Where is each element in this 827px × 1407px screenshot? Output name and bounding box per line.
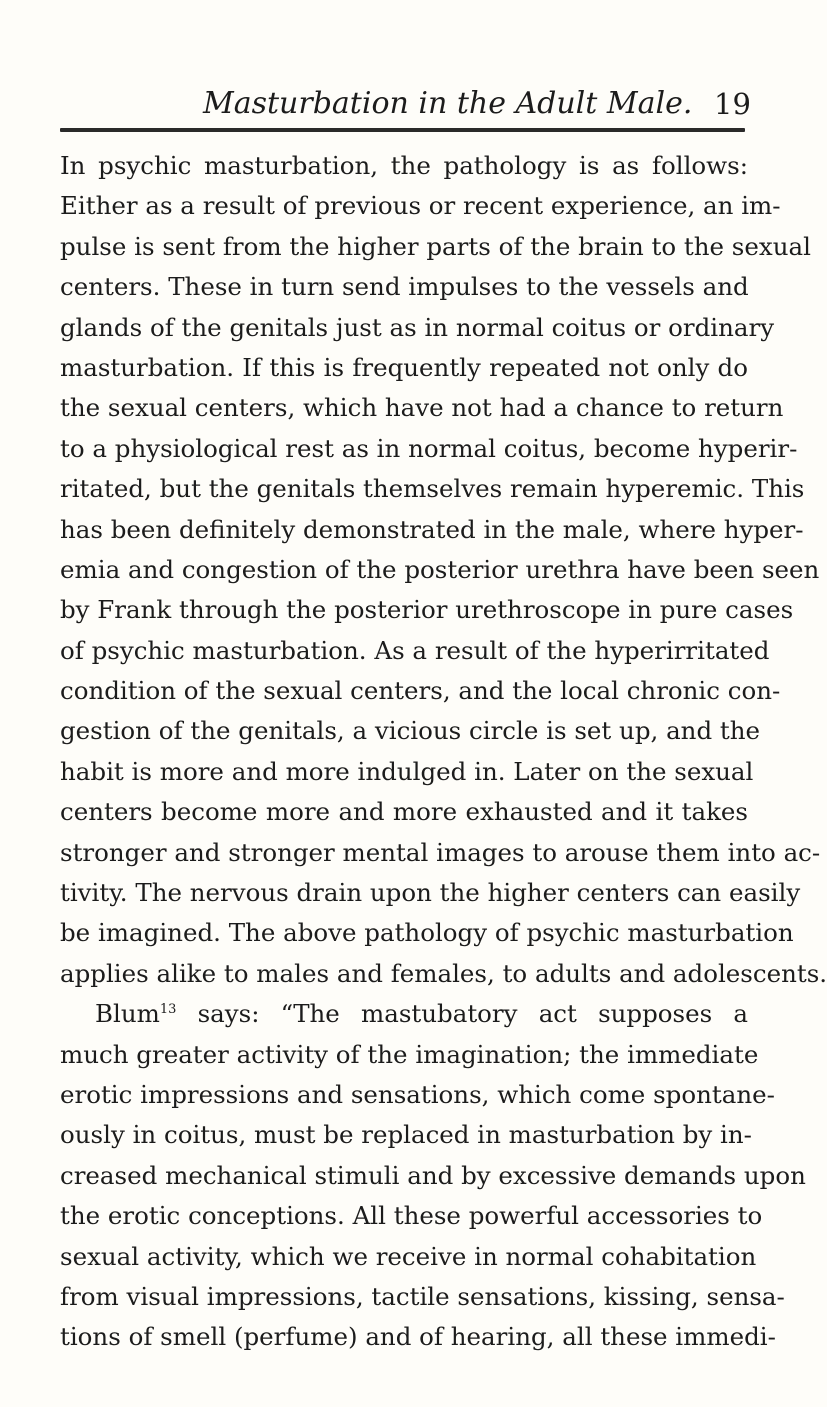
text-line: be imagined. The above pathology of psychic masturbation <box>60 918 794 948</box>
text-line: creased mechanical stimuli and by excessive demands upon <box>60 1160 806 1190</box>
text-line-blum-quote <box>60 994 748 1034</box>
text-line: the sexual centers, which have not had a chance to return <box>60 393 784 423</box>
text-line: much greater activity of the imagination; the immediate <box>60 1039 759 1069</box>
text-line: Either as a result of previous or recent experience, an im- <box>60 191 781 221</box>
text-line: of psychic masturbation. As a result of the hyperirritated <box>60 635 770 665</box>
author-name: Blum <box>95 999 160 1029</box>
header-rule <box>60 128 745 132</box>
text-line: masturbation. If this is frequently repeated not only do <box>60 352 748 382</box>
text-line: sexual activity, which we receive in normal cohabitation <box>60 1241 757 1271</box>
text-line: In psychic masturbation, the pathology is as follows: <box>60 151 748 180</box>
text-line: centers become more and more exhausted and it takes <box>60 797 748 827</box>
text-line: to a physiological rest as in normal coitus, become hyperir- <box>60 433 798 463</box>
text-line: stronger and stronger mental images to arouse them into ac- <box>60 837 821 867</box>
footnote-reference: 13 <box>159 1002 177 1018</box>
quote-start-text: says: “The mastubatory act supposes a <box>176 999 748 1029</box>
text-line: habit is more and more indulged in. Later on the sexual <box>60 756 754 786</box>
text-line: the erotic conceptions. All these powerful accessories to <box>60 1201 763 1231</box>
text-line: erotic impressions and sensations, which come spontane- <box>60 1079 775 1109</box>
body-text <box>60 146 827 1358</box>
text-line: from visual impressions, tactile sensations, kissing, sensa- <box>60 1281 785 1311</box>
text-line: ously in coitus, must be replaced in masturbation by in- <box>60 1120 752 1150</box>
text-line: tions of smell (perfume) and of hearing, all these immedi- <box>60 1322 776 1352</box>
text-line: tivity. The nervous drain upon the higher centers can easily <box>60 878 801 908</box>
text-line: gestion of the genitals, a vicious circle is set up, and the <box>60 716 761 746</box>
text-line: pulse is sent from the higher parts of the brain to the sexual <box>60 231 811 261</box>
text-line: applies alike to males and females, to adults and adolescents. <box>60 958 827 988</box>
text-line: centers. These in turn send impulses to the vessels and <box>60 272 749 302</box>
text-line: by Frank through the posterior urethroscope in pure cases <box>60 595 794 625</box>
text-line: condition of the sexual centers, and the local chronic con- <box>60 676 781 706</box>
running-title: Masturbation in the Adult Male. <box>203 86 693 121</box>
text-line: glands of the genitals just as in normal coitus or ordinary <box>60 312 775 342</box>
page-header <box>0 84 800 134</box>
page-number: 19 <box>714 87 751 121</box>
text-line: ritated, but the genitals themselves remain hyperemic. This <box>60 474 805 504</box>
text-line: emia and congestion of the posterior urethra have been seen <box>60 554 820 584</box>
text-line: has been definitely demonstrated in the male, where hyper- <box>60 514 804 544</box>
